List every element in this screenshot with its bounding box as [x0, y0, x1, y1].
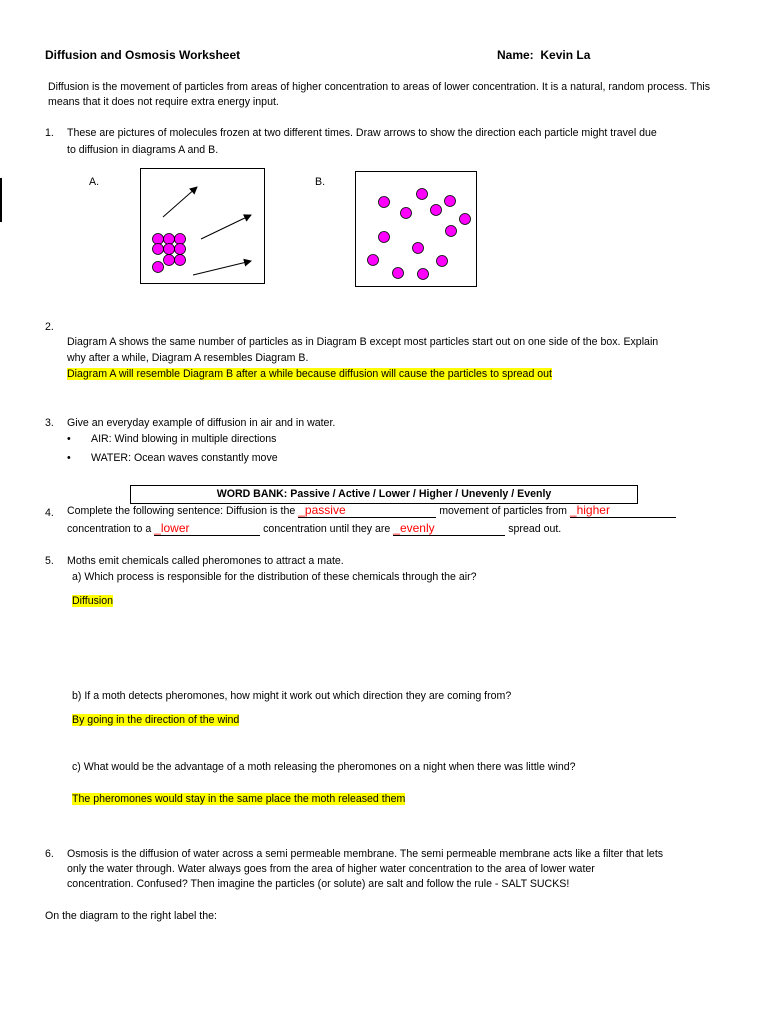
diagram-a-svg: [141, 169, 264, 283]
q6-line3: concentration. Confused? Then imagine the particles (or solute) are salt and follow the rule - SALT SUCKS!: [67, 878, 570, 890]
arrow-1: [163, 187, 197, 217]
q4-number: 4.: [45, 507, 54, 519]
particle-b: [460, 214, 471, 225]
name-label: Name:: [497, 48, 534, 62]
q4-part4: concentration until they are: [263, 523, 391, 535]
diagram-b-label: B.: [315, 176, 326, 188]
particle-b: [413, 243, 424, 254]
particle-a: [153, 244, 164, 255]
q6-number: 6.: [45, 848, 54, 860]
intro-paragraph: Diffusion is the movement of particles from areas of higher concentration to areas of lower concentration. It is a natural, random process. This means that it does not require extra energy input.: [48, 81, 711, 109]
particle-b: [368, 255, 379, 266]
particle-b: [379, 232, 390, 243]
q5c-answer: The pheromones would stay in the same place the moth released them: [72, 793, 406, 805]
name-field: [497, 47, 590, 64]
diagram-b-box: [355, 171, 477, 287]
q4-part2: movement of particles from: [439, 505, 567, 517]
q5b-answer: By going in the direction of the wind: [72, 714, 240, 726]
particle-a: [175, 255, 186, 266]
q1-number: 1.: [45, 127, 54, 139]
q4-blank-passive: _passive: [298, 504, 436, 518]
footer-instruction: On the diagram to the right label the:: [45, 910, 217, 922]
particle-a: [164, 244, 175, 255]
diagram-a-box: [140, 168, 265, 284]
particle-b: [417, 189, 428, 200]
diagram-a-label: A.: [89, 176, 100, 188]
q5-text: Moths emit chemicals called pheromones to attract a mate.: [67, 555, 344, 567]
q2-text-line2: why after a while, Diagram A resembles Diagram B.: [67, 352, 309, 364]
particle-a: [175, 244, 186, 255]
particle-b: [379, 197, 390, 208]
q4-part1: Complete the following sentence: Diffusion is the: [67, 505, 296, 517]
q4-blank-evenly: _evenly: [393, 522, 505, 536]
q5c-question: c) What would be the advantage of a moth releasing the pheromones on a night when there was little wind?: [72, 761, 576, 773]
page-edge-mark: [0, 178, 2, 222]
q6-line1: Osmosis is the diffusion of water across a semi permeable membrane. The semi permeable membrane acts like a filter that lets: [67, 848, 664, 860]
particle-a: [164, 234, 175, 245]
q2-answer-wrap: [67, 367, 552, 382]
particle-b: [437, 256, 448, 267]
q4-line1: [67, 504, 727, 519]
q1-text-line2: to diffusion in diagrams A and B.: [67, 144, 219, 156]
arrow-3: [193, 261, 251, 275]
particle-b: [431, 205, 442, 216]
q2-number: 2.: [45, 321, 54, 333]
diagram-b-svg: [356, 172, 476, 286]
q5b-answer-wrap: [72, 713, 239, 728]
q4-blank-higher: _higher: [570, 504, 676, 518]
particle-a: [164, 255, 175, 266]
q5a-answer-wrap: [72, 594, 113, 609]
q3-bullet-water: WATER: Ocean waves constantly move: [91, 452, 278, 464]
q6-line2: only the water through. Water always goes from the area of higher water concentration to the area of lower water: [67, 863, 595, 875]
q5-number: 5.: [45, 555, 54, 567]
particle-b: [401, 208, 412, 219]
q5c-answer-wrap: [72, 792, 405, 807]
q2-text-line1: Diagram A shows the same number of particles as in Diagram B except most particles start out on one side of the box. Explain: [67, 336, 659, 348]
particle-a: [153, 262, 164, 273]
q2-answer: Diagram A will resemble Diagram B after a while because diffusion will cause the particles to spread out: [67, 368, 552, 380]
q5a-answer: Diffusion: [72, 595, 114, 607]
q4-blank-lower: _lower: [154, 522, 260, 536]
particle-b: [393, 268, 404, 279]
particle-a: [153, 234, 164, 245]
word-bank: WORD BANK: Passive / Active / Lower / Higher / Unevenly / Evenly: [130, 485, 638, 504]
bullet-dot: •: [67, 433, 71, 445]
particle-b: [446, 226, 457, 237]
particle-b: [418, 269, 429, 280]
particle-a: [175, 234, 186, 245]
q3-number: 3.: [45, 417, 54, 429]
arrow-2: [201, 215, 251, 239]
q3-bullet-air: AIR: Wind blowing in multiple directions: [91, 433, 277, 445]
worksheet-title: Diffusion and Osmosis Worksheet: [45, 48, 241, 62]
q4-line2: [67, 522, 727, 537]
bullet-dot: •: [67, 452, 71, 464]
q1-text-line1: These are pictures of molecules frozen at two different times. Draw arrows to show the direction each particle might travel due: [67, 127, 657, 139]
q3-text: Give an everyday example of diffusion in air and in water.: [67, 417, 336, 429]
name-value: Kevin La: [540, 48, 591, 62]
q5a-question: a) Which process is responsible for the distribution of these chemicals through the air?: [72, 571, 477, 583]
particle-b: [445, 196, 456, 207]
q4-part5: spread out.: [508, 523, 562, 535]
q5b-question: b) If a moth detects pheromones, how might it work out which direction they are coming from?: [72, 690, 512, 702]
q4-part3: concentration to a: [67, 523, 152, 535]
